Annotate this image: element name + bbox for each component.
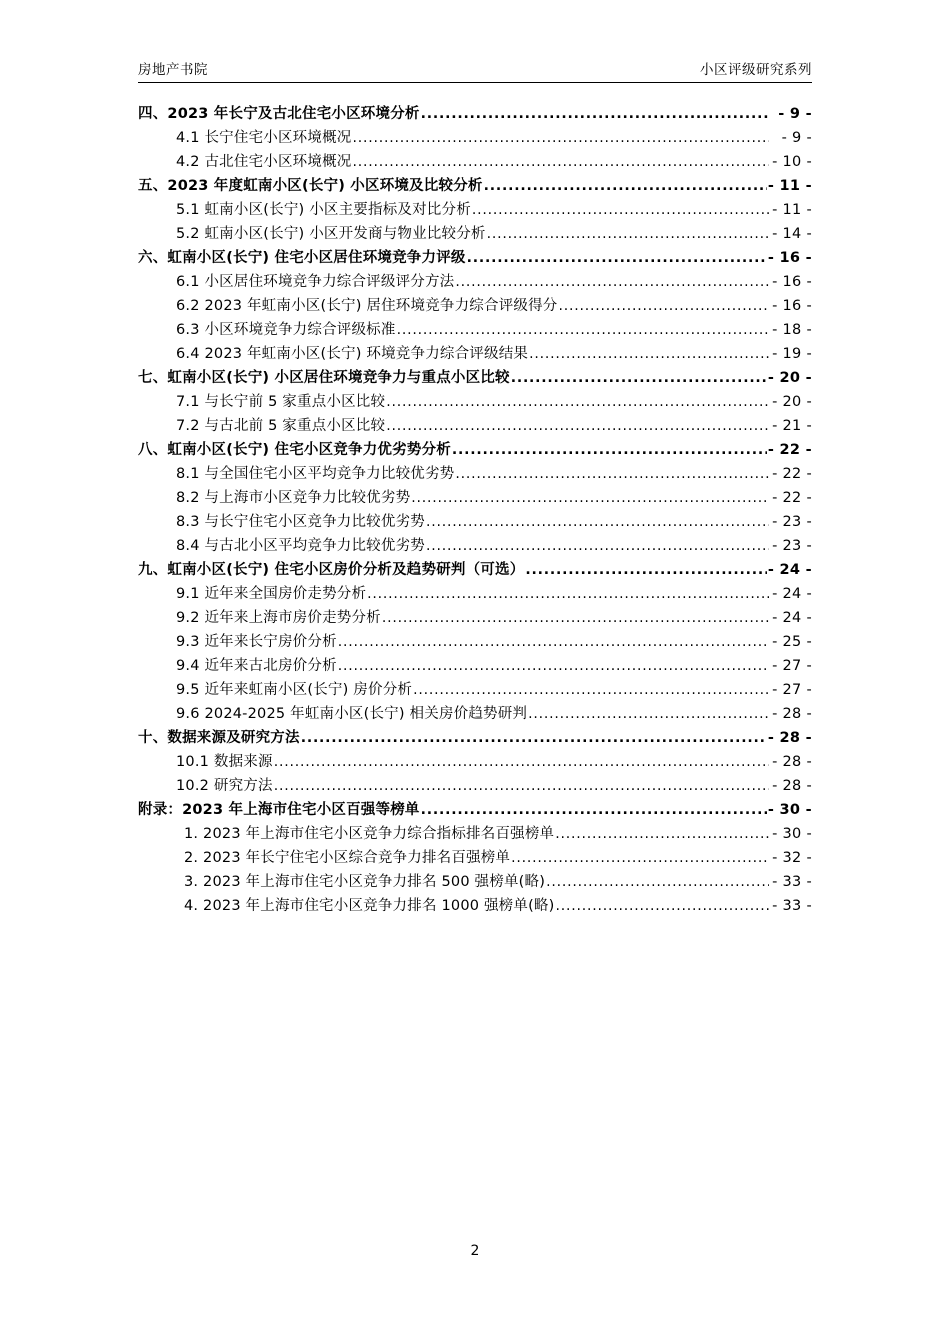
toc-leader-dots <box>556 899 770 914</box>
toc-entry-page-number: - 24 - <box>772 610 812 626</box>
toc-entry-page-number: - 27 - <box>772 658 812 674</box>
toc-leader-dots <box>367 587 769 602</box>
toc-entry-label: 十、数据来源及研究方法 <box>138 730 300 746</box>
footer-page-number: 2 <box>470 1243 480 1259</box>
toc-leader-dots <box>382 611 769 626</box>
table-of-contents <box>138 107 812 914</box>
toc-leader-dots <box>426 515 769 530</box>
toc-entry-label: 9.2 近年来上海市房价走势分析 <box>176 610 381 626</box>
toc-leader-dots <box>397 323 769 338</box>
toc-entry-label: 八、虹南小区(长宁) 住宅小区竞争力优劣势分析 <box>138 442 451 458</box>
toc-leader-dots <box>484 179 767 194</box>
toc-leader-dots <box>511 851 769 866</box>
toc-entry-page-number: - 23 - <box>772 514 812 530</box>
toc-entry-page-number: - 30 - <box>772 826 812 842</box>
toc-entry[interactable] <box>138 275 812 290</box>
toc-entry-label: 3. 2023 年上海市住宅小区竞争力排名 500 强榜单(略) <box>184 874 546 890</box>
toc-leader-dots <box>274 779 769 794</box>
toc-entry[interactable] <box>138 227 812 242</box>
toc-entry-page-number: - 21 - <box>772 418 812 434</box>
toc-entry[interactable] <box>138 203 812 218</box>
toc-entry[interactable] <box>138 611 812 626</box>
toc-entry[interactable] <box>138 803 812 818</box>
toc-entry-page-number: - 28 - <box>772 706 812 722</box>
toc-entry[interactable] <box>138 851 812 866</box>
toc-entry[interactable] <box>138 323 812 338</box>
toc-leader-dots <box>455 275 769 290</box>
toc-entry-page-number: - 32 - <box>772 850 812 866</box>
toc-entry-label: 2. 2023 年长宁住宅小区综合竞争力排名百强榜单 <box>184 850 511 866</box>
toc-entry-page-number: - 28 - <box>772 754 812 770</box>
toc-leader-dots <box>386 395 769 410</box>
toc-entry-label: 6.2 2023 年虹南小区(长宁) 居住环境竞争力综合评级得分 <box>176 298 558 314</box>
toc-entry[interactable] <box>138 251 812 266</box>
toc-entry-label: 10.2 研究方法 <box>176 778 273 794</box>
toc-entry[interactable] <box>138 443 812 458</box>
toc-entry-label: 6.3 小区环境竞争力综合评级标准 <box>176 322 396 338</box>
toc-leader-dots <box>352 155 769 170</box>
toc-entry[interactable] <box>138 515 812 530</box>
toc-entry[interactable] <box>138 371 812 386</box>
toc-leader-dots <box>511 371 767 386</box>
toc-leader-dots <box>411 491 769 506</box>
toc-entry-label: 1. 2023 年上海市住宅小区竞争力综合指标排名百强榜单 <box>184 826 555 842</box>
toc-entry[interactable] <box>138 779 812 794</box>
toc-entry-label: 8.2 与上海市小区竞争力比较优劣势 <box>176 490 411 506</box>
toc-entry-page-number: - 27 - <box>772 682 812 698</box>
toc-leader-dots <box>472 203 769 218</box>
toc-entry[interactable] <box>138 155 812 170</box>
toc-entry-page-number: - 28 - <box>772 778 812 794</box>
toc-entry-page-number: - 24 - <box>772 586 812 602</box>
toc-entry-label: 4.1 长宁住宅小区环境概况 <box>176 130 352 146</box>
toc-entry-label: 9.6 2024-2025 年虹南小区(长宁) 相关房价趋势研判 <box>176 706 528 722</box>
toc-leader-dots <box>386 419 769 434</box>
toc-entry-page-number: - 11 - <box>772 202 812 218</box>
toc-entry-label: 四、2023 年长宁及古北住宅小区环境分析 <box>138 106 420 122</box>
toc-leader-dots <box>421 803 767 818</box>
toc-entry-label: 10.1 数据来源 <box>176 754 273 770</box>
toc-entry-page-number: - 33 - <box>772 874 812 890</box>
toc-entry-page-number: - 22 - <box>772 490 812 506</box>
toc-leader-dots <box>467 251 767 266</box>
toc-leader-dots <box>546 875 769 890</box>
toc-entry[interactable] <box>138 827 812 842</box>
toc-leader-dots <box>338 659 769 674</box>
toc-entry-label: 8.4 与古北小区平均竞争力比较优劣势 <box>176 538 425 554</box>
toc-entry-label: 附录：2023 年上海市住宅小区百强等榜单 <box>138 802 420 818</box>
toc-entry[interactable] <box>138 539 812 554</box>
toc-leader-dots <box>274 755 769 770</box>
toc-entry-label: 7.1 与长宁前 5 家重点小区比较 <box>176 394 386 410</box>
toc-entry[interactable] <box>138 419 812 434</box>
toc-entry-page-number: - 22 - <box>772 466 812 482</box>
toc-entry-page-number: - 16 - <box>772 274 812 290</box>
toc-entry-page-number: - 18 - <box>772 322 812 338</box>
toc-entry-page-number: - 16 - <box>772 298 812 314</box>
toc-entry-label: 9.3 近年来长宁房价分析 <box>176 634 337 650</box>
toc-leader-dots <box>529 347 769 362</box>
toc-entry[interactable] <box>138 179 812 194</box>
toc-leader-dots <box>555 827 769 842</box>
toc-entry-label: 九、虹南小区(长宁) 住宅小区房价分析及趋势研判（可选） <box>138 562 525 578</box>
toc-entry[interactable] <box>138 731 812 746</box>
toc-entry-label: 9.4 近年来古北房价分析 <box>176 658 337 674</box>
toc-entry-label: 五、2023 年度虹南小区(长宁) 小区环境及比较分析 <box>138 178 483 194</box>
toc-entry-page-number: - 28 - <box>767 730 812 746</box>
toc-entry-label: 5.1 虹南小区(长宁) 小区主要指标及对比分析 <box>176 202 471 218</box>
header-right-text: 小区评级研究系列 <box>700 62 812 78</box>
toc-entry-page-number: - 14 - <box>772 226 812 242</box>
toc-leader-dots <box>528 707 769 722</box>
toc-entry[interactable] <box>138 467 812 482</box>
toc-entry[interactable] <box>138 683 812 698</box>
toc-leader-dots <box>525 563 766 578</box>
toc-entry-page-number: - 23 - <box>772 538 812 554</box>
toc-entry-page-number: - 9 - <box>778 106 812 122</box>
toc-leader-dots <box>413 683 769 698</box>
toc-entry-page-number: - 22 - <box>767 442 812 458</box>
toc-entry-page-number: - 11 - <box>767 178 812 194</box>
toc-entry[interactable] <box>138 707 812 722</box>
toc-entry-label: 4.2 古北住宅小区环境概况 <box>176 154 352 170</box>
page-content <box>138 58 812 923</box>
toc-entry-label: 9.1 近年来全国房价走势分析 <box>176 586 367 602</box>
toc-entry[interactable] <box>138 107 812 122</box>
toc-entry[interactable] <box>138 131 812 146</box>
page-header <box>138 58 812 83</box>
toc-leader-dots <box>455 467 769 482</box>
toc-entry[interactable] <box>138 491 812 506</box>
toc-entry-page-number: - 30 - <box>767 802 812 818</box>
toc-entry-label: 9.5 近年来虹南小区(长宁) 房价分析 <box>176 682 413 698</box>
toc-leader-dots <box>452 443 767 458</box>
toc-entry[interactable] <box>138 899 812 914</box>
toc-entry[interactable] <box>138 299 812 314</box>
toc-entry-page-number: - 20 - <box>767 370 812 386</box>
toc-entry-page-number: - 24 - <box>767 562 812 578</box>
toc-entry[interactable] <box>138 347 812 362</box>
toc-entry-page-number: - 25 - <box>772 634 812 650</box>
toc-entry[interactable] <box>138 587 812 602</box>
toc-entry-label: 6.4 2023 年虹南小区(长宁) 环境竞争力综合评级结果 <box>176 346 529 362</box>
toc-entry[interactable] <box>138 563 812 578</box>
toc-leader-dots <box>559 299 769 314</box>
toc-leader-dots <box>426 539 769 554</box>
toc-entry-label: 4. 2023 年上海市住宅小区竞争力排名 1000 强榜单(略) <box>184 898 555 914</box>
toc-entry-page-number: - 33 - <box>772 898 812 914</box>
toc-entry-page-number: - 9 - <box>781 130 812 146</box>
toc-leader-dots <box>421 107 769 122</box>
toc-leader-dots <box>487 227 769 242</box>
toc-entry[interactable] <box>138 755 812 770</box>
toc-entry-label: 7.2 与古北前 5 家重点小区比较 <box>176 418 386 434</box>
toc-entry[interactable] <box>138 659 812 674</box>
toc-leader-dots <box>301 731 767 746</box>
toc-entry-label: 8.1 与全国住宅小区平均竞争力比较优劣势 <box>176 466 455 482</box>
toc-entry[interactable] <box>138 875 812 890</box>
toc-leader-dots <box>352 131 769 146</box>
toc-entry-page-number: - 10 - <box>772 154 812 170</box>
toc-entry[interactable] <box>138 635 812 650</box>
header-left-text: 房地产书院 <box>138 62 208 78</box>
toc-entry-page-number: - 20 - <box>772 394 812 410</box>
toc-entry-label: 5.2 虹南小区(长宁) 小区开发商与物业比较分析 <box>176 226 486 242</box>
toc-entry-label: 六、虹南小区(长宁) 住宅小区居住环境竞争力评级 <box>138 250 466 266</box>
toc-entry-label: 8.3 与长宁住宅小区竞争力比较优劣势 <box>176 514 425 530</box>
toc-entry-label: 6.1 小区居住环境竞争力综合评级评分方法 <box>176 274 455 290</box>
toc-entry-page-number: - 19 - <box>772 346 812 362</box>
toc-entry-label: 七、虹南小区(长宁) 小区居住环境竞争力与重点小区比较 <box>138 370 510 386</box>
toc-leader-dots <box>338 635 769 650</box>
toc-entry-page-number: - 16 - <box>767 250 812 266</box>
toc-entry[interactable] <box>138 395 812 410</box>
